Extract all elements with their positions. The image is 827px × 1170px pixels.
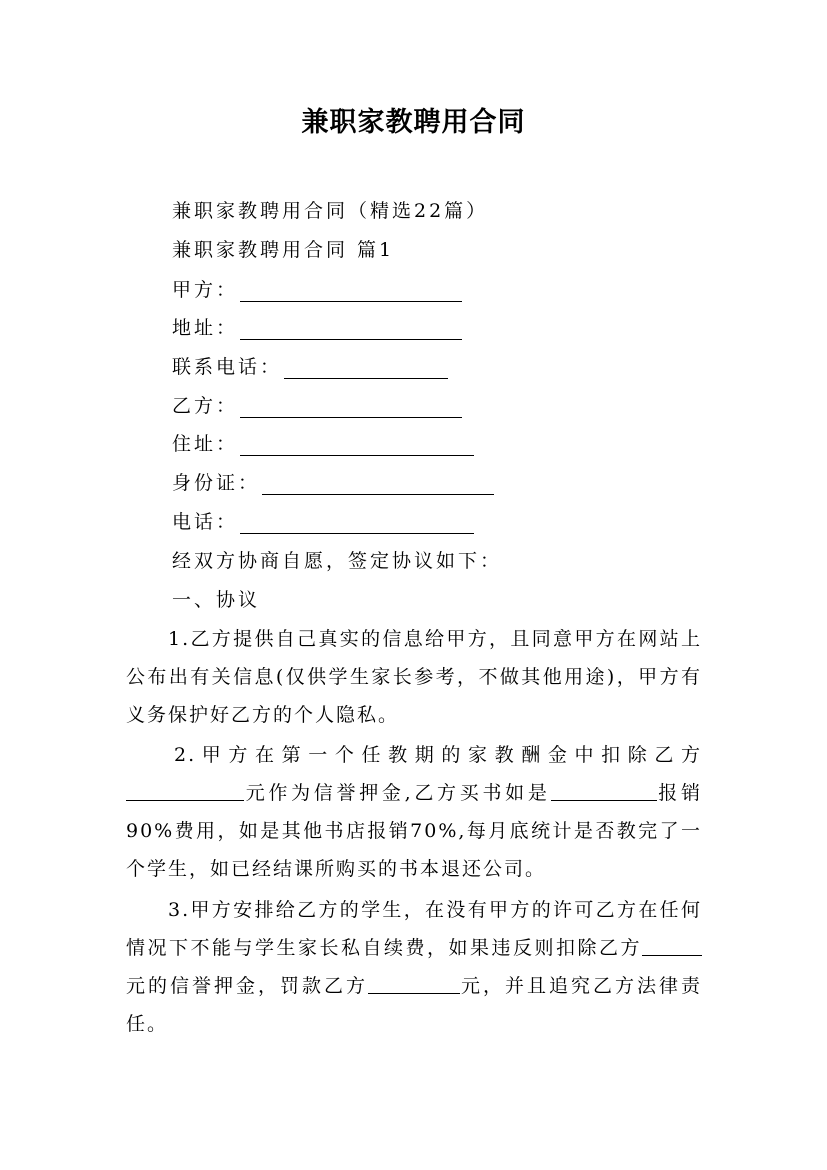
clause-3-part-3: 元，并且追究乙方法律责任。 (126, 975, 702, 1035)
clause-2-part-2: 元作为信誉押金,乙方买书如是 (244, 782, 551, 804)
clause-2-deposit-blank (126, 780, 244, 801)
address-field (172, 316, 462, 340)
party-a-blank (240, 283, 462, 302)
party-b-blank (240, 399, 462, 418)
residence-field (172, 432, 474, 456)
residence-blank (240, 437, 474, 456)
document-title: 兼职家教聘用合同 (301, 107, 526, 138)
clause-3-part-2: 元的信誉押金，罚款乙方 (126, 975, 368, 997)
phone-label: 电话： (172, 511, 239, 533)
address-blank (240, 321, 462, 340)
clause-2-part-1: 2.甲方在第一个任教期的家教酬金中扣除乙方 (174, 744, 702, 766)
id-card-label: 身份证： (172, 472, 261, 494)
id-card-blank (262, 476, 494, 495)
clause-3-deposit-blank (642, 935, 702, 956)
phone-field (172, 510, 474, 534)
contact-phone-blank (284, 360, 448, 379)
agreement-heading: 一、协议 (172, 589, 261, 611)
clause-2-bookstore-blank (551, 780, 657, 801)
clause-1: 1.乙方提供自己真实的信息给甲方，且同意甲方在网站上公布出有关信息(仅供学生家长参考，不做其他用途)，甲方有义务保护好乙方的个人隐私。 (126, 628, 702, 726)
party-a-label: 甲方： (172, 279, 239, 301)
clause-2-part-3: 报销90%费用，如是其他书店报销70%,每月底统计是否教完了一个学生，如已经结课所购买的书本退还公司。 (126, 782, 702, 880)
agreement-intro: 经双方协商自愿，签定协议如下： (172, 550, 503, 572)
clause-3-part-1: 3.甲方安排给乙方的学生，在没有甲方的许可乙方在任何情况下不能与学生家长私自续费，如果违反则扣除乙方 (126, 899, 702, 959)
party-b-field (172, 394, 462, 418)
contact-phone-field (172, 355, 448, 379)
address-label: 地址： (172, 317, 239, 339)
clause-2 (126, 736, 702, 888)
id-card-field (172, 471, 494, 495)
party-b-label: 乙方： (172, 395, 239, 417)
section-heading: 兼职家教聘用合同 篇1 (172, 239, 395, 261)
clause-3 (126, 891, 702, 1043)
phone-blank (240, 515, 474, 534)
party-a-field (172, 278, 462, 302)
document-subtitle: 兼职家教聘用合同（精选22篇） (172, 200, 489, 222)
residence-label: 住址： (172, 433, 239, 455)
contact-phone-label: 联系电话： (172, 356, 283, 378)
clause-3-fine-blank (368, 973, 460, 994)
